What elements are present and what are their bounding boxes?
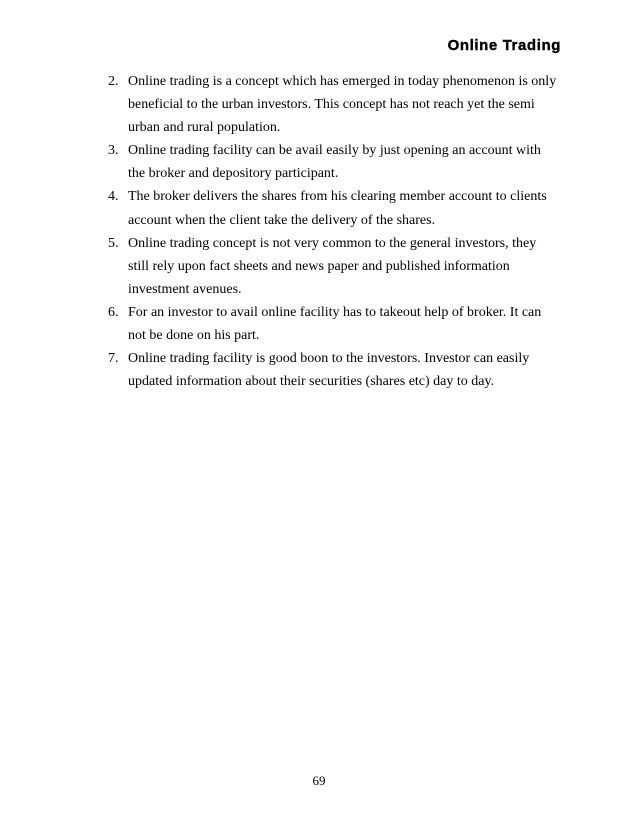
running-header: Online Trading	[447, 37, 561, 54]
list-item-number: 6.	[108, 304, 119, 320]
list-item-text: The broker delivers the shares from his clearing member account to clients account when the client take the delivery of the shares.	[128, 189, 547, 228]
numbered-list	[0, 70, 638, 393]
list-item-number: 5.	[108, 235, 119, 251]
list-item-text: Online trading concept is not very common to the general investors, they still rely upon fact sheets and news paper and published information investment avenues.	[128, 235, 537, 297]
list-item	[0, 232, 638, 301]
list-item	[0, 139, 638, 185]
list-item	[0, 70, 638, 139]
list-item-number: 3.	[108, 143, 119, 159]
list-item	[0, 301, 638, 347]
list-item	[0, 185, 638, 231]
page-number: 69	[312, 773, 326, 788]
list-item-text: Online trading facility can be avail easily by just opening an account with the broker and depository participant.	[128, 143, 541, 182]
list-item-number: 7.	[108, 351, 119, 367]
list-item-text: Online trading facility is good boon to the investors. Investor can easily updated information about their securities (shares etc) day to day.	[128, 351, 530, 390]
list-item-number: 4.	[108, 189, 119, 205]
list-item-number: 2.	[108, 74, 119, 89]
list-item-text: Online trading is a concept which has emerged in today phenomenon is only beneficial to the urban investors. This concept has not reach yet the semi urban and rural population.	[128, 74, 557, 136]
list-item	[0, 347, 638, 393]
list-item-text: For an investor to avail online facility has to takeout help of broker. It can not be done on his part.	[128, 304, 542, 344]
